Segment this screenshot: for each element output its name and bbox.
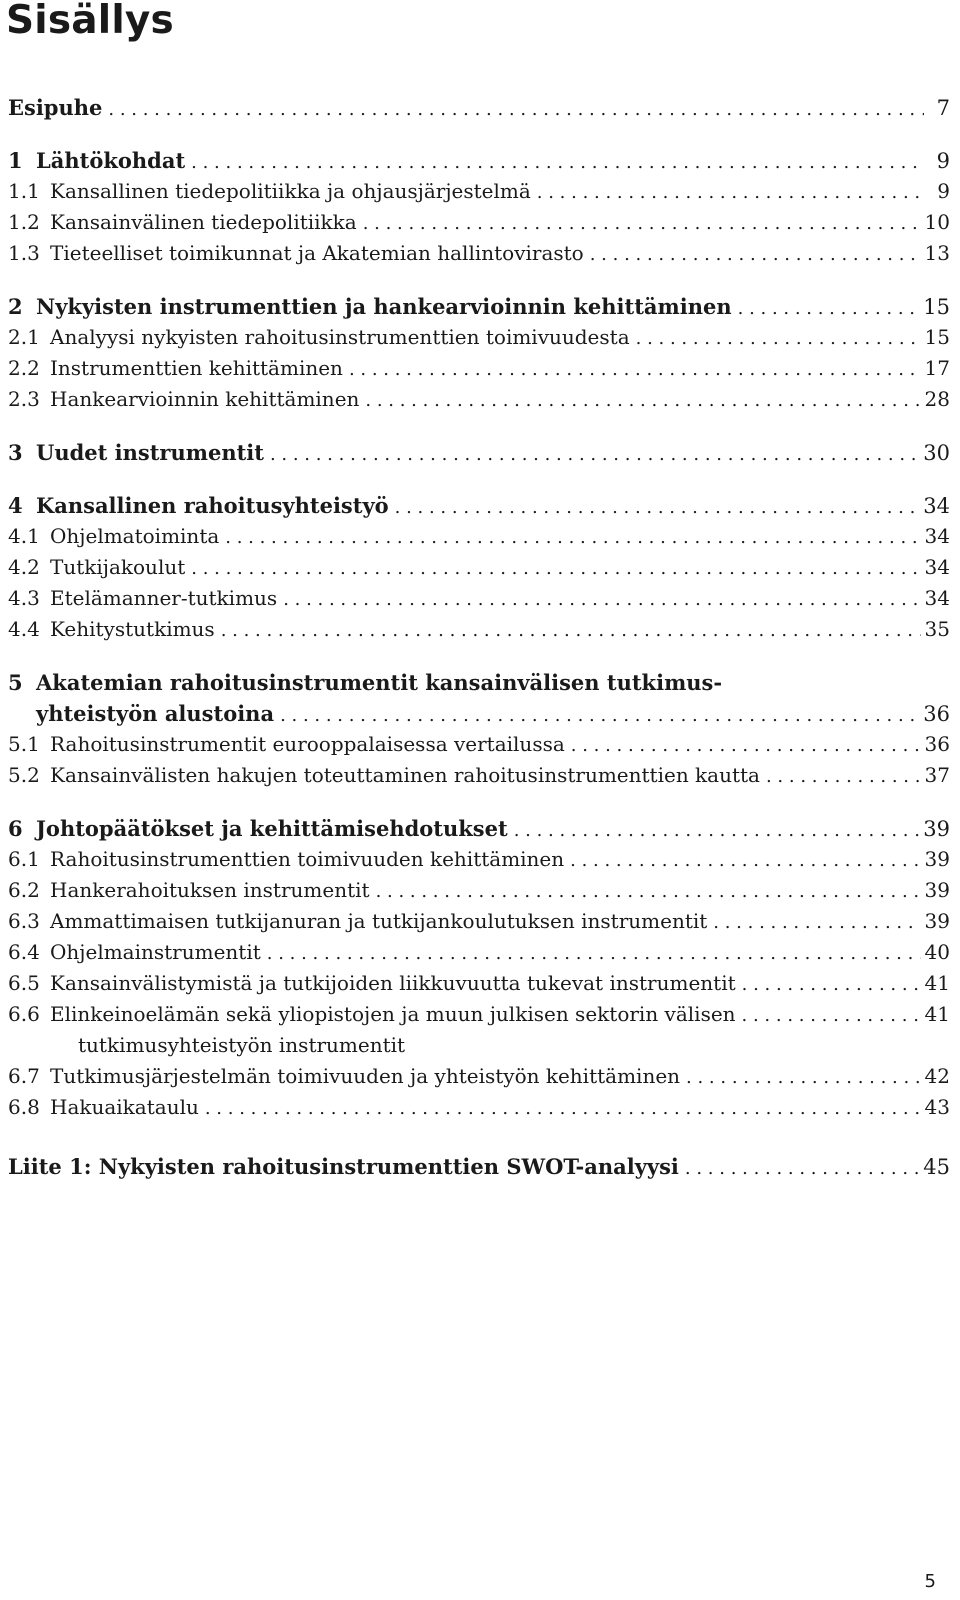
toc-page-number: 15: [923, 295, 950, 319]
toc-label: Kansainvälisten hakujen toteuttaminen rahoitusinstrumenttien kautta: [50, 763, 760, 787]
toc-label: Uudet instrumentit: [36, 440, 264, 465]
dot-leader: [742, 1000, 921, 1031]
dot-leader: [686, 1062, 921, 1093]
toc-number: 6.3: [8, 909, 40, 933]
toc-number: 6.6: [8, 1002, 40, 1026]
toc-entry-chapter-3[interactable]: [8, 437, 950, 468]
toc-entry-6-5[interactable]: [8, 968, 950, 999]
toc-number: 4.4: [8, 617, 40, 641]
toc-entry-6-8[interactable]: [8, 1092, 950, 1123]
toc-number: 4.1: [8, 524, 40, 548]
toc-entry-1-1[interactable]: [8, 176, 950, 207]
toc-number: 6.8: [8, 1095, 40, 1119]
toc-label: Analyysi nykyisten rahoitusinstrumenttien toimivuudesta: [50, 325, 630, 349]
toc-page-number: 37: [924, 763, 950, 787]
dot-leader: [514, 815, 920, 846]
toc-label: Tutkimusjärjestelmän toimivuuden ja yhteistyön kehittäminen: [50, 1064, 681, 1088]
toc-page-number: 34: [924, 524, 950, 548]
toc-label: Tutkijakoulut: [50, 555, 186, 579]
toc-label: Nykyisten instrumenttien ja hankearvioinnin kehittäminen: [36, 294, 732, 319]
toc-number: 3: [8, 440, 23, 465]
toc-entry-6-6[interactable]: [8, 999, 950, 1030]
toc-label-line2: yhteistyön alustoina: [36, 701, 275, 726]
toc-page-number: 9: [937, 179, 950, 203]
dot-leader: [713, 907, 920, 938]
toc-label: Tieteelliset toimikunnat ja Akatemian hallintovirasto: [50, 241, 584, 265]
page-title: Sisällys: [6, 0, 174, 43]
toc-entry-6-4[interactable]: [8, 937, 950, 968]
toc-page-number: 9: [936, 149, 950, 173]
toc-page-number: 41: [924, 971, 950, 995]
dot-leader: [537, 177, 924, 208]
toc-label: Ohjelmainstrumentit: [50, 940, 261, 964]
toc-label: Kehitystutkimus: [50, 617, 215, 641]
toc-entry-chapter-1[interactable]: [8, 145, 950, 176]
toc-page-number: 28: [924, 387, 950, 411]
toc-entry-6-3[interactable]: [8, 906, 950, 937]
toc-number: 6.7: [8, 1064, 40, 1088]
toc-page-number: 30: [923, 441, 950, 465]
toc-entry-6-6-cont[interactable]: tutkimusyhteistyön instrumentit: [78, 1033, 406, 1057]
toc-number: 6.1: [8, 847, 40, 871]
dot-leader: [225, 522, 920, 553]
toc-label: Kansallinen tiedepolitiikka ja ohjausjärjestelmä: [50, 179, 531, 203]
dot-leader: [270, 439, 919, 470]
toc-number: 4.2: [8, 555, 40, 579]
toc-number: 5.2: [8, 763, 40, 787]
toc-page-number: 40: [924, 940, 950, 964]
toc-label: Hakuaikataulu: [50, 1095, 199, 1119]
dot-leader: [571, 730, 921, 761]
toc-page-number: 41: [924, 1002, 950, 1026]
dot-leader: [395, 492, 920, 523]
dot-leader: [685, 1153, 919, 1184]
toc-entry-5-1[interactable]: [8, 729, 950, 760]
toc-entry-liite-1[interactable]: [8, 1151, 950, 1182]
toc-label: Johtopäätökset ja kehittämisehdotukset: [36, 816, 508, 841]
toc-page-number: 34: [923, 494, 950, 518]
toc-label: Esipuhe: [8, 95, 103, 120]
toc-number: 2.3: [8, 387, 40, 411]
toc-page-number: 34: [924, 586, 950, 610]
toc-number: 5.1: [8, 732, 40, 756]
toc-label: Liite 1: Nykyisten rahoitusinstrumenttien SWOT-analyysi: [8, 1154, 679, 1179]
toc-entry-4-1[interactable]: [8, 521, 950, 552]
toc-page-number: 17: [924, 356, 950, 380]
toc-label: Etelämanner-tutkimus: [50, 586, 278, 610]
dot-leader: [283, 584, 920, 615]
page-number: 5: [924, 1571, 936, 1592]
dot-leader: [738, 293, 920, 324]
toc-entry-chapter-5-cont[interactable]: [8, 698, 950, 729]
toc-number: 6.2: [8, 878, 40, 902]
toc-label: Hankearvioinnin kehittäminen: [50, 387, 360, 411]
toc-label: Kansainvälistymistä ja tutkijoiden liikkuvuutta tukevat instrumentit: [50, 971, 736, 995]
dot-leader: [349, 354, 921, 385]
toc-page-number: 36: [923, 702, 950, 726]
toc-label: Kansainvälinen tiedepolitiikka: [50, 210, 357, 234]
dot-leader: [280, 700, 919, 731]
toc-entry-2-2[interactable]: [8, 353, 950, 384]
toc-entry-esipuhe[interactable]: [8, 92, 950, 123]
toc-entry-5-2[interactable]: [8, 760, 950, 791]
dot-leader: [221, 615, 921, 646]
dot-leader: [590, 239, 921, 270]
toc-entry-4-3[interactable]: [8, 583, 950, 614]
table-of-contents: [8, 92, 950, 1182]
toc-number: 5: [8, 670, 23, 695]
toc-number: 1.3: [8, 241, 40, 265]
toc-entry-2-1[interactable]: [8, 322, 950, 353]
toc-entry-chapter-5[interactable]: [8, 667, 950, 698]
dot-leader: [766, 761, 921, 792]
toc-entry-chapter-2[interactable]: [8, 291, 950, 322]
dot-leader: [365, 385, 920, 416]
toc-page-number: 39: [924, 878, 950, 902]
toc-page-number: 35: [924, 617, 950, 641]
dot-leader: [108, 94, 924, 125]
dot-leader: [205, 1093, 921, 1124]
toc-entry-1-3[interactable]: [8, 238, 950, 269]
toc-page-number: 39: [924, 847, 950, 871]
toc-entry-6-7[interactable]: [8, 1061, 950, 1092]
toc-entry-6-1[interactable]: [8, 844, 950, 875]
toc-number: 6.5: [8, 971, 40, 995]
toc-entry-2-3[interactable]: [8, 384, 950, 415]
toc-page-number: 42: [924, 1064, 950, 1088]
toc-label: Kansallinen rahoitusyhteistyö: [36, 493, 389, 518]
dot-leader: [376, 876, 921, 907]
toc-number: 6: [8, 816, 23, 841]
toc-number: 4.3: [8, 586, 40, 610]
toc-number: 6.4: [8, 940, 40, 964]
dot-leader: [570, 845, 920, 876]
toc-label: Lähtökohdat: [36, 148, 186, 173]
dot-leader: [191, 553, 920, 584]
toc-page-number: 10: [924, 210, 950, 234]
toc-label: Hankerahoituksen instrumentit: [50, 878, 370, 902]
toc-label-line1: Elinkeinoelämän sekä yliopistojen ja muun julkisen sektorin välisen: [50, 1002, 736, 1026]
toc-label: Rahoitusinstrumentit eurooppalaisessa vertailussa: [50, 732, 565, 756]
toc-page-number: 45: [923, 1155, 950, 1179]
dot-leader: [742, 969, 921, 1000]
toc-number: 2: [8, 294, 23, 319]
toc-number: 1: [8, 148, 23, 173]
toc-page-number: 36: [924, 732, 950, 756]
toc-label-line1: Akatemian rahoitusinstrumentit kansainvälisen tutkimus-: [36, 670, 723, 695]
toc-page-number: 43: [924, 1095, 950, 1119]
toc-page-number: 7: [936, 96, 950, 120]
toc-entry-6-2[interactable]: [8, 875, 950, 906]
toc-entry-4-4[interactable]: [8, 614, 950, 645]
dot-leader: [267, 938, 921, 969]
dot-leader: [636, 323, 921, 354]
toc-entry-4-2[interactable]: [8, 552, 950, 583]
toc-label: Rahoitusinstrumenttien toimivuuden kehittäminen: [50, 847, 565, 871]
toc-number: 1.1: [8, 179, 40, 203]
toc-page-number: 34: [924, 555, 950, 579]
toc-label: Instrumenttien kehittäminen: [50, 356, 343, 380]
toc-label: Ohjelmatoiminta: [50, 524, 220, 548]
toc-number: 2.2: [8, 356, 40, 380]
toc-entry-1-2[interactable]: [8, 207, 950, 238]
toc-entry-chapter-6[interactable]: [8, 813, 950, 844]
dot-leader: [363, 208, 921, 239]
toc-number: 4: [8, 493, 23, 518]
toc-page-number: 13: [924, 241, 950, 265]
toc-page-number: 39: [923, 817, 950, 841]
toc-number: 1.2: [8, 210, 40, 234]
toc-page-number: 39: [924, 909, 950, 933]
dot-leader: [191, 147, 924, 178]
toc-entry-chapter-4[interactable]: [8, 490, 950, 521]
toc-number: 2.1: [8, 325, 40, 349]
toc-label: Ammattimaisen tutkijanuran ja tutkijankoulutuksen instrumentit: [50, 909, 708, 933]
toc-page-number: 15: [924, 325, 950, 349]
